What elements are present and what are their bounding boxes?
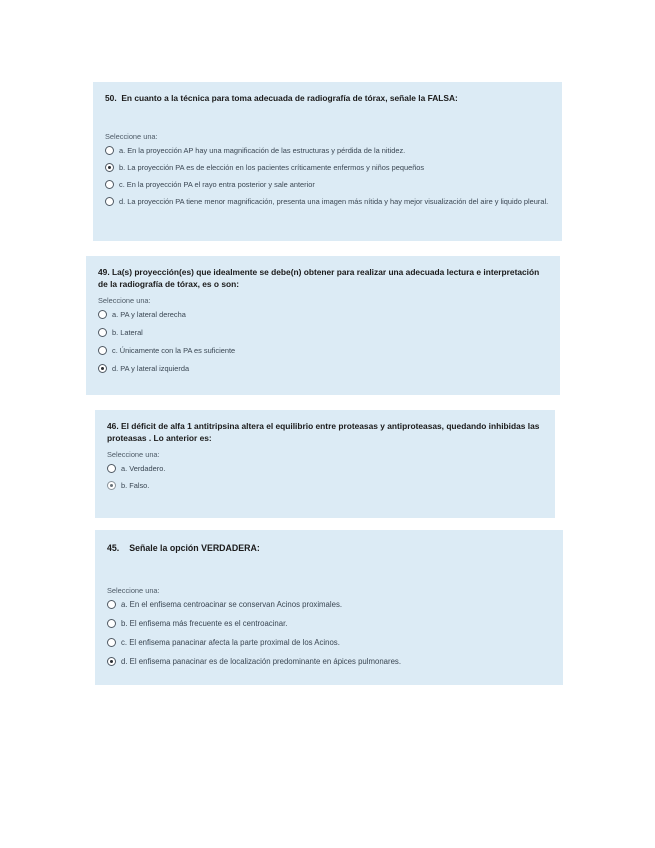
radio-button-icon[interactable] xyxy=(105,197,114,206)
question-title xyxy=(98,266,548,290)
select-prompt: Seleccione una: xyxy=(107,586,160,595)
option-label: d. PA y lateral izquierda xyxy=(112,364,190,373)
option-label: d. La proyección PA tiene menor magnificación, presenta una imagen más nítida y hay mejor visualización del aire y liquido pleural. xyxy=(119,197,549,206)
question-card-46 xyxy=(95,410,555,518)
answer-option-b[interactable] xyxy=(107,480,543,491)
answer-option-c[interactable] xyxy=(105,179,550,190)
question-title xyxy=(107,420,543,444)
option-label: d. El enfisema panacinar es de localización predominante en ápices pulmonares. xyxy=(121,657,401,666)
answer-option-b[interactable] xyxy=(105,162,550,173)
question-text: Señale la opción VERDADERA: xyxy=(129,543,260,553)
question-card-45 xyxy=(95,530,563,685)
radio-button-icon[interactable] xyxy=(105,146,114,155)
answer-option-a[interactable] xyxy=(107,463,543,474)
question-number: 49. xyxy=(98,267,110,277)
option-label: c. Únicamente con la PA es suficiente xyxy=(112,346,236,355)
option-label: c. En la proyección PA el rayo entra posterior y sale anterior xyxy=(119,180,315,189)
answer-option-d[interactable] xyxy=(105,196,550,207)
radio-button-icon[interactable] xyxy=(107,600,116,609)
radio-button-icon[interactable] xyxy=(107,619,116,628)
answer-option-c[interactable] xyxy=(98,345,548,356)
option-label: a. PA y lateral derecha xyxy=(112,310,186,319)
radio-button-checked-icon[interactable] xyxy=(98,364,107,373)
radio-button-checked-icon[interactable] xyxy=(107,657,116,666)
option-label: c. El enfisema panacinar afecta la parte proximal de los Acinos. xyxy=(121,638,340,647)
option-label: a. En la proyección AP hay una magnificación de las estructuras y pérdida de la nitidez. xyxy=(119,146,406,155)
radio-button-icon[interactable] xyxy=(107,638,116,647)
question-card-49 xyxy=(86,256,560,395)
answer-option-c[interactable] xyxy=(107,637,551,648)
answer-option-a[interactable] xyxy=(98,309,548,320)
answer-option-a[interactable] xyxy=(107,599,551,610)
question-number: 50. xyxy=(105,93,117,103)
select-prompt: Seleccione una: xyxy=(107,450,160,459)
radio-button-icon[interactable] xyxy=(98,310,107,319)
select-prompt: Seleccione una: xyxy=(98,296,151,305)
radio-button-checked-icon[interactable] xyxy=(107,481,116,490)
answer-option-b[interactable] xyxy=(98,327,548,338)
answer-option-d[interactable] xyxy=(98,363,548,374)
question-text: La(s) proyección(es) que idealmente se debe(n) obtener para realizar una adecuada lectura e interpretación de la radiografía de tórax, es o son: xyxy=(98,267,540,289)
answer-option-d[interactable] xyxy=(107,656,551,667)
option-label: b. Falso. xyxy=(121,481,150,490)
radio-button-icon[interactable] xyxy=(98,328,107,337)
question-number: 46. xyxy=(107,421,119,431)
option-label: a. Verdadero. xyxy=(121,464,166,473)
answer-option-a[interactable] xyxy=(105,145,550,156)
option-label: b. La proyección PA es de elección en los pacientes críticamente enfermos y niños pequeños xyxy=(119,163,425,172)
radio-button-icon[interactable] xyxy=(98,346,107,355)
answer-option-b[interactable] xyxy=(107,618,551,629)
option-label: b. El enfisema más frecuente es el centroacinar. xyxy=(121,619,288,628)
question-text: En cuanto a la técnica para toma adecuada de radiografía de tórax, señale la FALSA: xyxy=(121,93,458,103)
question-title xyxy=(107,542,551,554)
select-prompt: Seleccione una: xyxy=(105,132,158,141)
option-label: a. En el enfisema centroacinar se conservan Acinos proximales. xyxy=(121,600,343,609)
question-title xyxy=(105,92,550,104)
question-text: El déficit de alfa 1 antitripsina altera el equilibrio entre proteasas y antiproteasas, quedando inhibidas las proteasas . Lo anterior es: xyxy=(107,421,540,443)
radio-button-icon[interactable] xyxy=(107,464,116,473)
option-label: b. Lateral xyxy=(112,328,143,337)
question-number: 45. xyxy=(107,543,120,553)
radio-button-checked-icon[interactable] xyxy=(105,163,114,172)
radio-button-icon[interactable] xyxy=(105,180,114,189)
question-card-50 xyxy=(93,82,562,241)
